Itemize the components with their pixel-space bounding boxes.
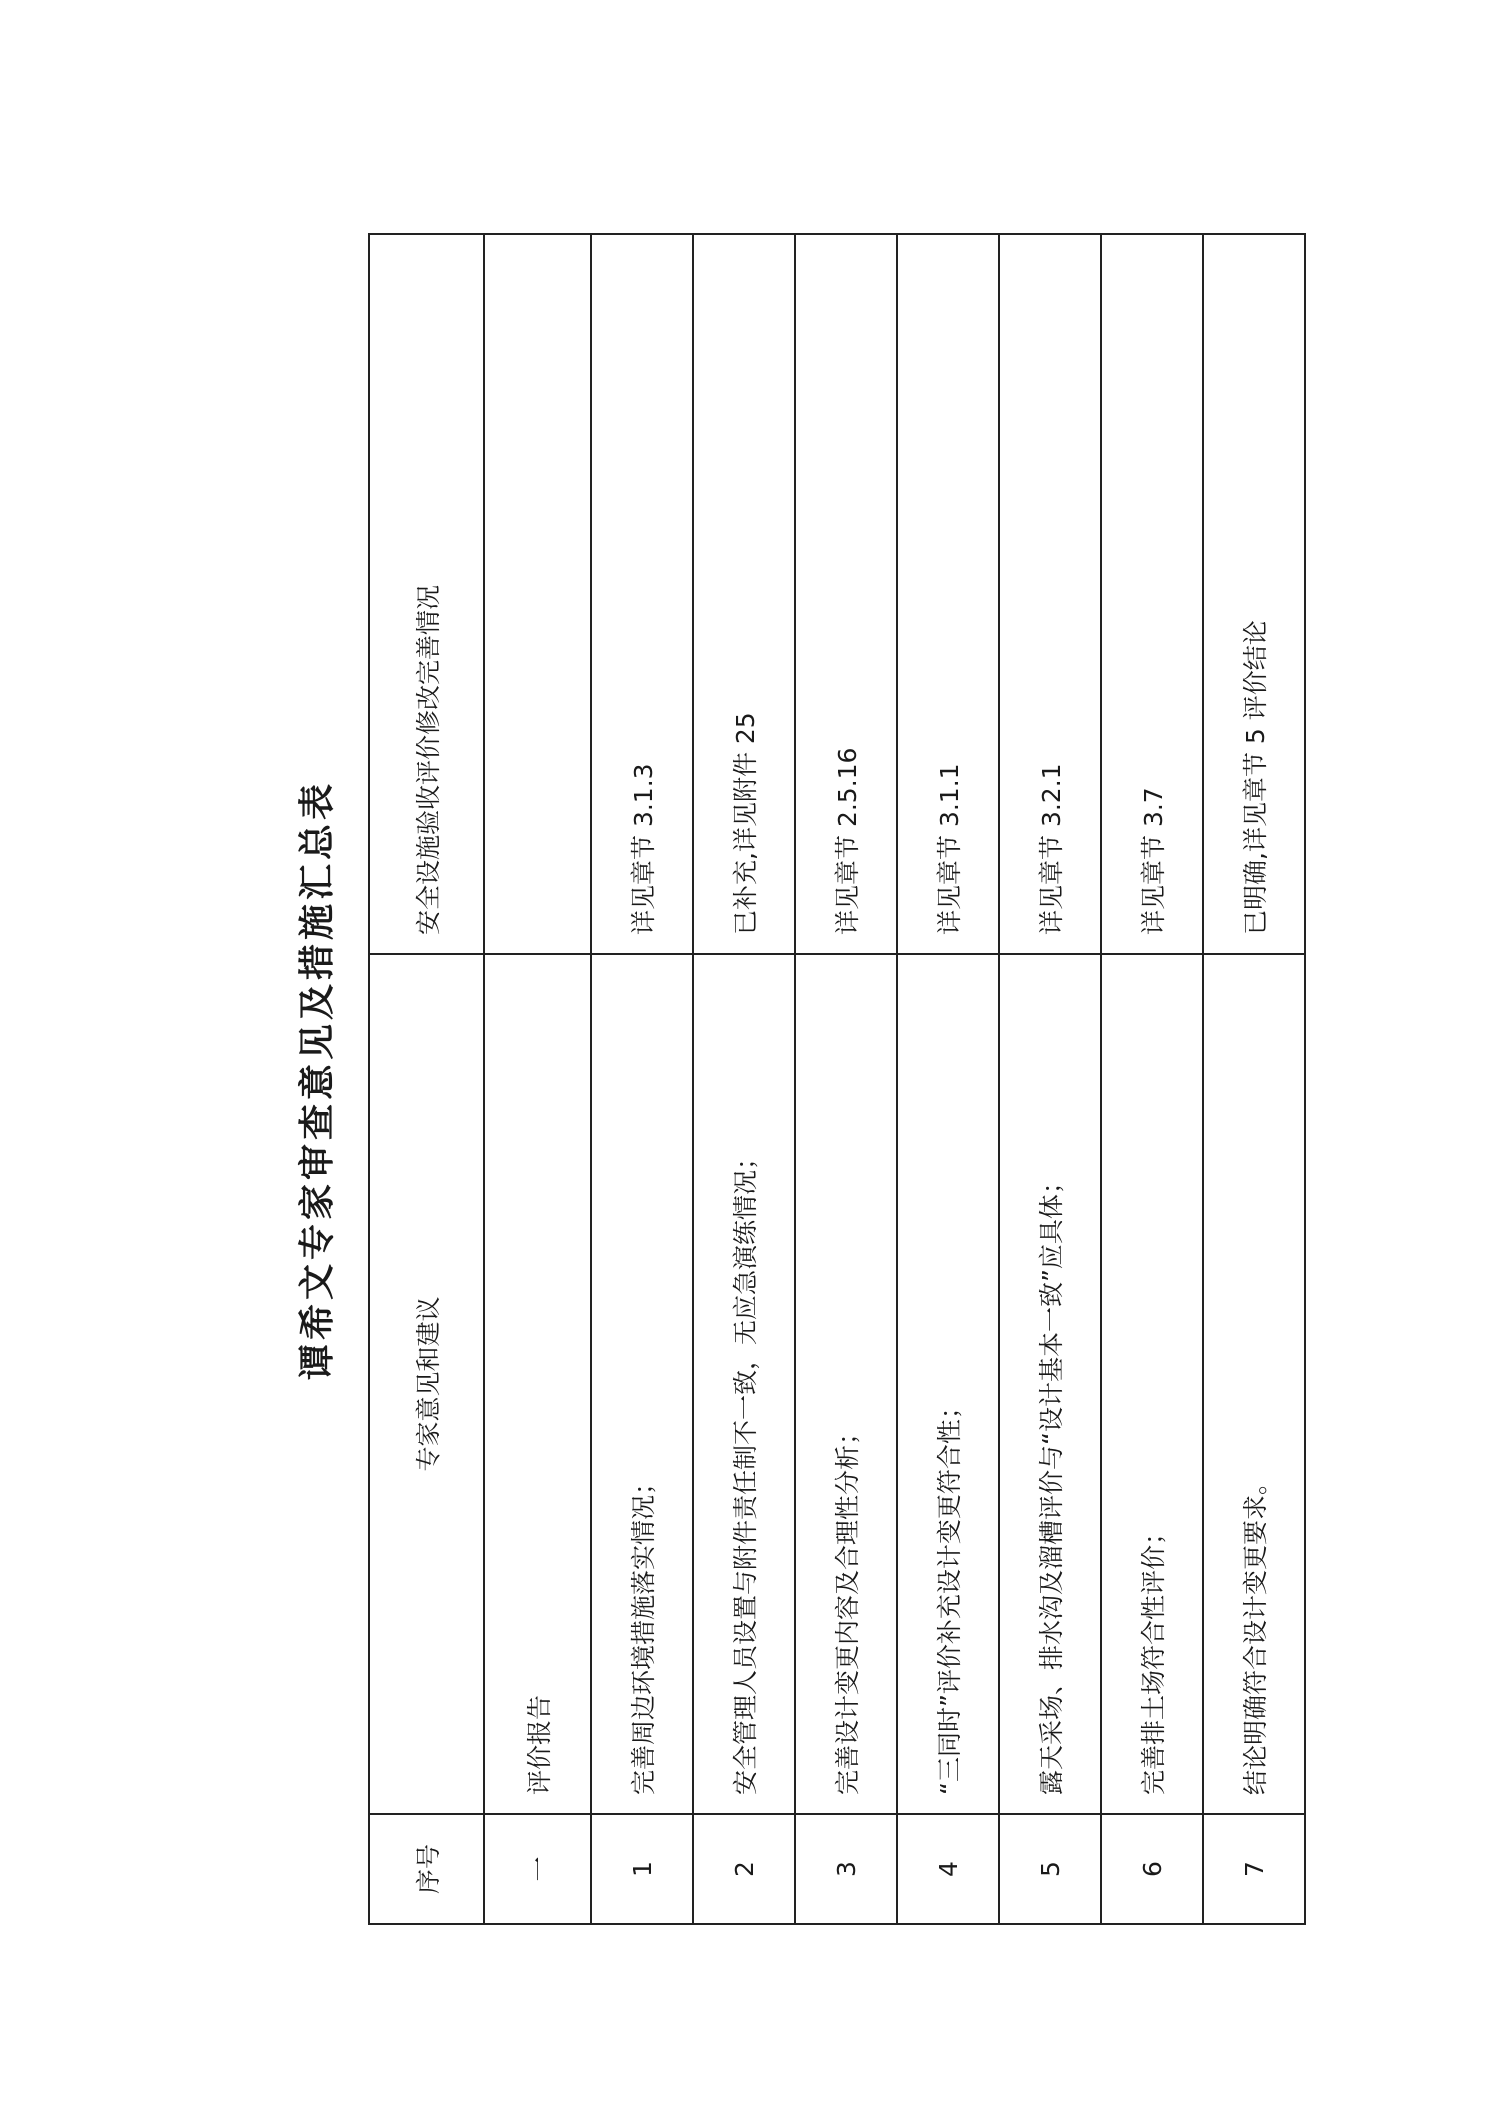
table-row — [795, 234, 897, 1924]
rotated-page — [288, 230, 1288, 1930]
row-opinion: 完善设计变更内容及合理性分析； — [795, 954, 897, 1814]
header-status: 安全设施验收评价修改完善情况 — [369, 234, 484, 954]
row-status: 详见章节 3.2.1 — [999, 234, 1101, 954]
row-opinion: 完善排土场符合性评价； — [1101, 954, 1203, 1814]
table-header-row — [369, 234, 484, 1924]
row-opinion: 安全管理人员设置与附件责任制不一致，无应急演练情况； — [693, 954, 795, 1814]
table-row — [897, 234, 999, 1924]
row-opinion: 结论明确符合设计变更要求。 — [1203, 954, 1305, 1814]
section-title: 评价报告 — [484, 954, 591, 1814]
row-status: 详见章节 3.1.3 — [591, 234, 693, 954]
header-seq: 序号 — [369, 1814, 484, 1924]
row-status: 详见章节 2.5.16 — [795, 234, 897, 954]
row-seq: 5 — [999, 1814, 1101, 1924]
table-section-row — [484, 234, 591, 1924]
row-opinion: 完善周边环境措施落实情况； — [591, 954, 693, 1814]
header-opinion: 专家意见和建议 — [369, 954, 484, 1814]
row-status: 已补充,详见附件 25 — [693, 234, 795, 954]
page-title: 谭希文专家审查意见及措施汇总表 — [297, 780, 338, 1381]
section-seq: 一 — [484, 1814, 591, 1924]
section-status — [484, 234, 591, 954]
row-seq: 4 — [897, 1814, 999, 1924]
table-row — [693, 234, 795, 1924]
table-row — [1101, 234, 1203, 1924]
row-status: 已明确,详见章节 5 评价结论 — [1203, 234, 1305, 954]
row-seq: 7 — [1203, 1814, 1305, 1924]
row-status: 详见章节 3.7 — [1101, 234, 1203, 954]
row-seq: 1 — [591, 1814, 693, 1924]
table-row — [1203, 234, 1305, 1924]
row-seq: 3 — [795, 1814, 897, 1924]
table-row — [999, 234, 1101, 1924]
review-table — [368, 233, 1306, 1925]
row-seq: 2 — [693, 1814, 795, 1924]
row-status: 详见章节 3.1.1 — [897, 234, 999, 954]
row-seq: 6 — [1101, 1814, 1203, 1924]
row-opinion: “三同时”评价补充设计变更符合性； — [897, 954, 999, 1814]
row-opinion: 露天采场、排水沟及溜槽评价与“设计基本一致”应具体； — [999, 954, 1101, 1814]
table-row — [591, 234, 693, 1924]
